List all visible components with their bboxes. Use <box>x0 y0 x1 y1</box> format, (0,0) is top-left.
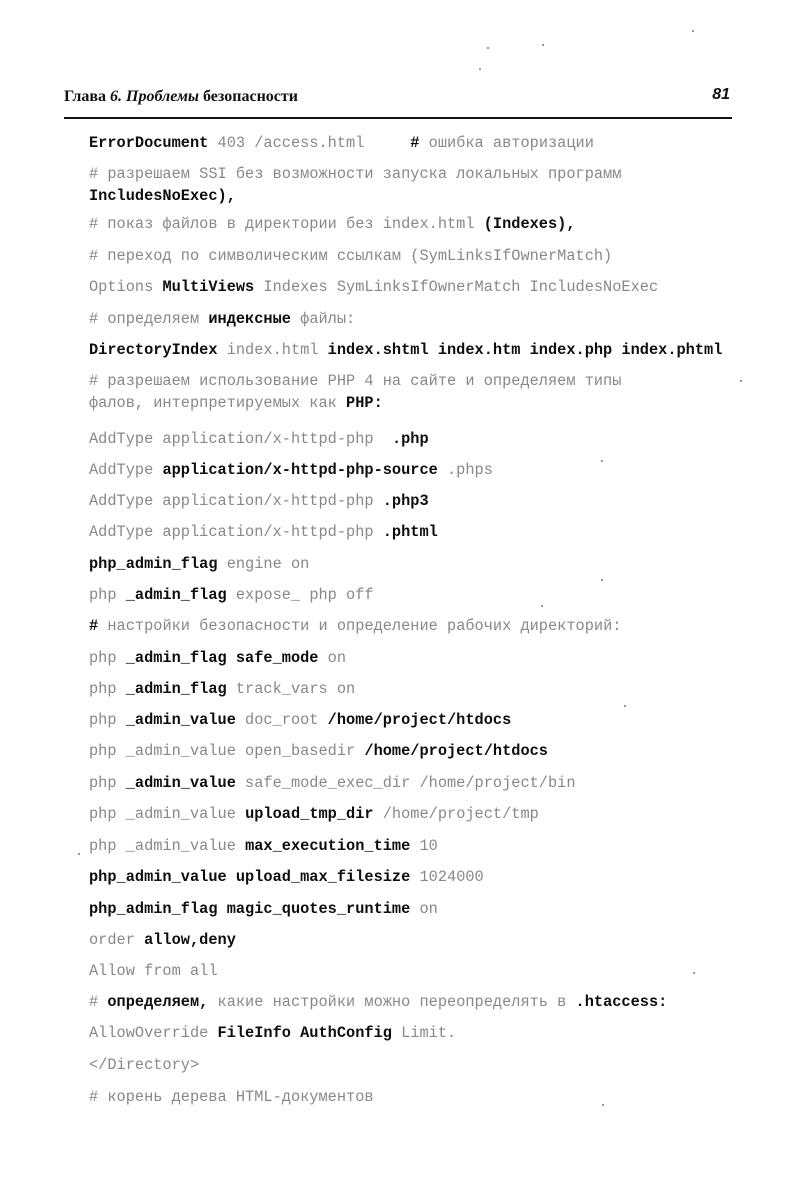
code-token: DirectoryIndex <box>89 341 218 359</box>
code-token: track_vars on <box>226 680 356 698</box>
code-line <box>89 339 722 361</box>
code-line <box>89 835 438 857</box>
code-token: /home/project/htdocs <box>327 711 512 729</box>
code-token: php <box>89 649 126 667</box>
code-token: # разрешаем использование PHP 4 на сайте и определяем типы <box>89 372 622 390</box>
chapter-prefix: Глава <box>64 88 110 105</box>
code-token: Limit. <box>391 1024 457 1042</box>
code-token: ErrorDocument <box>89 134 209 152</box>
code-token: файлы: <box>290 310 356 328</box>
code-line <box>89 709 511 731</box>
scan-speck <box>624 705 626 707</box>
code-token: php <box>89 680 126 698</box>
code-line <box>89 245 612 267</box>
code-token: on <box>318 649 347 667</box>
scan-speck <box>602 1104 604 1106</box>
code-line <box>89 185 236 207</box>
code-token: ошибка авторизации <box>419 134 594 152</box>
scan-speck <box>541 605 543 607</box>
code-token: MultiViews <box>162 278 255 296</box>
code-line <box>89 276 658 298</box>
code-line <box>89 1086 374 1108</box>
code-token: определяем, <box>107 993 209 1011</box>
code-token: expose_ php off <box>226 586 374 604</box>
scan-speck <box>601 579 603 581</box>
code-token: </Directory> <box>89 1056 200 1074</box>
code-token: max_execution_time <box>245 837 411 855</box>
code-line <box>89 132 594 154</box>
scan-speck <box>542 44 544 46</box>
code-token: (Indexes), <box>483 215 576 233</box>
code-token: _admin_flag safe_mode <box>125 649 319 667</box>
scan-speck <box>487 47 489 49</box>
code-token: AllowOverride <box>89 1024 218 1042</box>
code-line <box>89 521 438 543</box>
code-line <box>89 678 355 700</box>
code-token: AddType application/x-httpd-php <box>89 523 383 541</box>
code-line <box>89 370 621 392</box>
code-token: настройки безопасности и определение рабочих директорий: <box>98 617 622 635</box>
code-line <box>89 308 355 330</box>
code-token: php _admin_value <box>89 805 246 823</box>
code-token: Options <box>89 278 163 296</box>
code-line <box>89 866 484 888</box>
code-token: php <box>89 774 126 792</box>
code-token: PHP: <box>346 394 383 412</box>
code-token: /home/project/tmp <box>373 805 539 823</box>
code-token: on <box>410 900 438 918</box>
code-line <box>89 459 493 481</box>
code-token: какие настройки можно переопределять в <box>208 993 576 1011</box>
code-line <box>89 213 576 235</box>
code-line <box>89 392 383 414</box>
scan-speck <box>693 972 695 974</box>
code-token: .htaccess: <box>575 993 668 1011</box>
scan-speck <box>740 380 742 382</box>
code-token: .phps <box>437 461 493 479</box>
code-token: AddType application/x-httpd-php <box>89 492 383 510</box>
chapter-number: 6. <box>110 88 126 105</box>
code-line <box>89 490 429 512</box>
code-token: # переход по символическим ссылкам (SymLinksIfOwnerMatch) <box>89 247 613 265</box>
code-token: AddType application/x-httpd-php <box>89 430 392 448</box>
code-line <box>89 615 621 637</box>
code-token: php_admin_value upload_max_filesize <box>89 868 411 886</box>
code-line <box>89 960 218 982</box>
code-token: индексные <box>208 310 291 328</box>
chapter-title-italic: Проблемы <box>126 88 204 105</box>
scan-speck <box>601 460 603 462</box>
code-token: .phtml <box>382 523 438 541</box>
code-token: # показ файлов в директории без index.html <box>89 215 484 233</box>
scan-speck <box>692 30 694 32</box>
code-token: IncludesNoExec), <box>89 187 236 205</box>
code-line <box>89 1022 456 1044</box>
scan-speck <box>78 853 80 855</box>
chapter-title-bold: безопасности <box>203 88 298 105</box>
code-token: _admin_flag <box>125 680 227 698</box>
code-token: 403 /access.html <box>208 134 411 152</box>
code-line <box>89 991 667 1013</box>
code-token: # <box>410 134 420 152</box>
code-token: Indexes SymLinksIfOwnerMatch IncludesNoExec <box>254 278 659 296</box>
code-line <box>89 428 429 450</box>
code-token: # <box>89 617 99 635</box>
code-token: php <box>89 586 126 604</box>
header-rule <box>64 117 732 119</box>
code-token: index.shtml index.htm index.php index.phtml <box>327 341 723 359</box>
code-line <box>89 1054 199 1076</box>
code-line <box>89 740 548 762</box>
code-line <box>89 584 374 606</box>
code-line <box>89 772 576 794</box>
code-token: /home/project/htdocs <box>364 742 548 760</box>
code-token: FileInfo AuthConfig <box>217 1024 392 1042</box>
code-token: upload_tmp_dir <box>245 805 374 823</box>
code-token: safe_mode_exec_dir /home/project/bin <box>235 774 576 792</box>
code-token: .php <box>391 430 429 448</box>
code-token: php_admin_flag <box>89 555 218 573</box>
code-token: php_admin_flag magic_quotes_runtime <box>89 900 411 918</box>
code-token: application/x-httpd-php-source <box>162 461 438 479</box>
scan-speck <box>479 68 481 70</box>
code-token: # разрешаем SSI без возможности запуска локальных программ <box>89 165 622 183</box>
code-token: фалов, интерпретируемых как <box>89 394 347 412</box>
code-token: # определяем <box>89 310 209 328</box>
code-token: .php3 <box>382 492 429 510</box>
code-token: php _admin_value <box>89 837 246 855</box>
code-token: Allow from all <box>89 962 218 980</box>
code-line <box>89 898 438 920</box>
code-line <box>89 803 539 825</box>
code-token: doc_root <box>235 711 328 729</box>
code-token: 1024000 <box>410 868 484 886</box>
code-token: AddType <box>89 461 163 479</box>
code-token: # <box>89 993 108 1011</box>
code-token: _admin_value <box>125 711 236 729</box>
code-token: allow,deny <box>144 931 236 949</box>
running-header <box>64 88 298 106</box>
code-line <box>89 553 309 575</box>
code-token: engine on <box>217 555 310 573</box>
code-token: index.html <box>217 341 328 359</box>
code-line <box>89 647 346 669</box>
code-token: php <box>89 711 126 729</box>
code-token: order <box>89 931 145 949</box>
code-token: 10 <box>410 837 438 855</box>
code-line <box>89 929 236 951</box>
code-token: # корень дерева HTML-документов <box>89 1088 374 1106</box>
code-token: php _admin_value open_basedir <box>89 742 365 760</box>
code-token: _admin_flag <box>125 586 227 604</box>
code-line <box>89 163 621 185</box>
page-number: 81 <box>712 86 730 103</box>
code-token: _admin_value <box>125 774 236 792</box>
